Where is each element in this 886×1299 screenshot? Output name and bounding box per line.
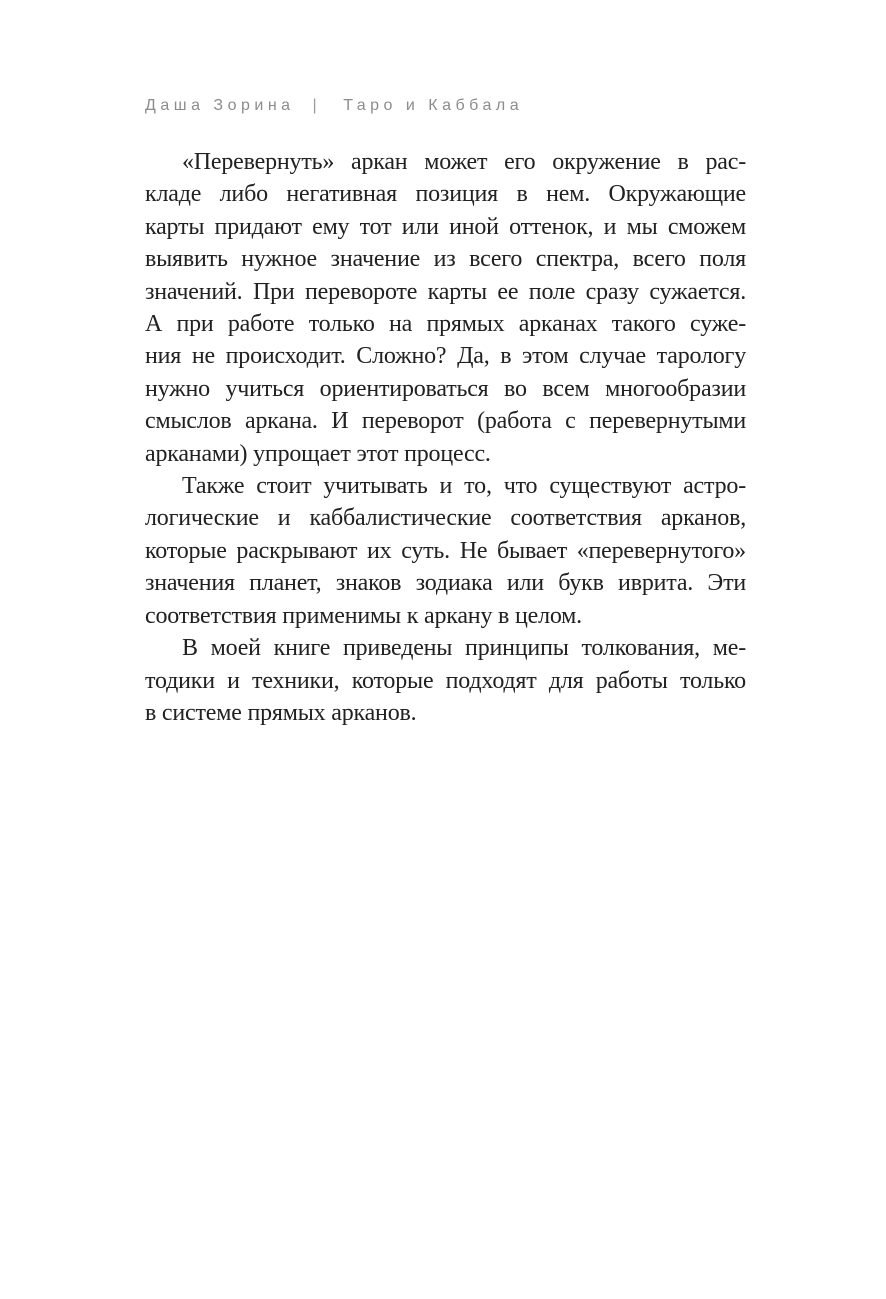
body-text xyxy=(145,146,746,729)
text-line: тодики и техники, которые подходят для работы только xyxy=(145,667,746,694)
text-line: смыслов аркана. И переворот (работа с перевернутыми xyxy=(145,408,746,435)
header-author: Даша Зорина xyxy=(145,97,295,114)
text-line: выявить нужное значение из всего спектра, всего поля xyxy=(145,246,746,273)
header-book-title: Таро и Каббала xyxy=(343,97,524,114)
text-line: значения планет, знаков зодиака или букв иврита. Эти xyxy=(145,570,746,597)
text-line: которые раскрывают их суть. Не бывает «перевернутого» xyxy=(145,537,746,564)
text-line: значений. При перевороте карты ее поле сразу сужается. xyxy=(145,278,746,305)
header-separator: | xyxy=(312,97,322,114)
text-line: ния не происходит. Сложно? Да, в этом случае тарологу xyxy=(145,343,746,370)
paragraph xyxy=(145,146,746,470)
text-line: Также стоит учитывать и то, что существуют астро- xyxy=(182,473,746,500)
text-line: в системе прямых арканов. xyxy=(145,699,417,726)
running-header xyxy=(145,97,785,115)
text-line: карты придают ему тот или иной оттенок, и мы сможем xyxy=(145,213,746,240)
text-line: логические и каббалистические соответствия арканов, xyxy=(145,505,746,532)
paragraph xyxy=(145,632,746,729)
text-line: А при работе только на прямых арканах такого суже- xyxy=(145,311,746,338)
paragraph xyxy=(145,470,746,632)
text-line: арканами) упрощает этот процесс. xyxy=(145,440,491,467)
text-line: В моей книге приведены принципы толкования, ме- xyxy=(182,635,746,662)
text-line: соответствия применимы к аркану в целом. xyxy=(145,602,582,629)
text-line: «Перевернуть» аркан может его окружение в рас- xyxy=(182,149,746,175)
text-line: нужно учиться ориентироваться во всем многообразии xyxy=(145,375,746,402)
text-line: кладе либо негативная позиция в нем. Окружающие xyxy=(145,181,746,208)
